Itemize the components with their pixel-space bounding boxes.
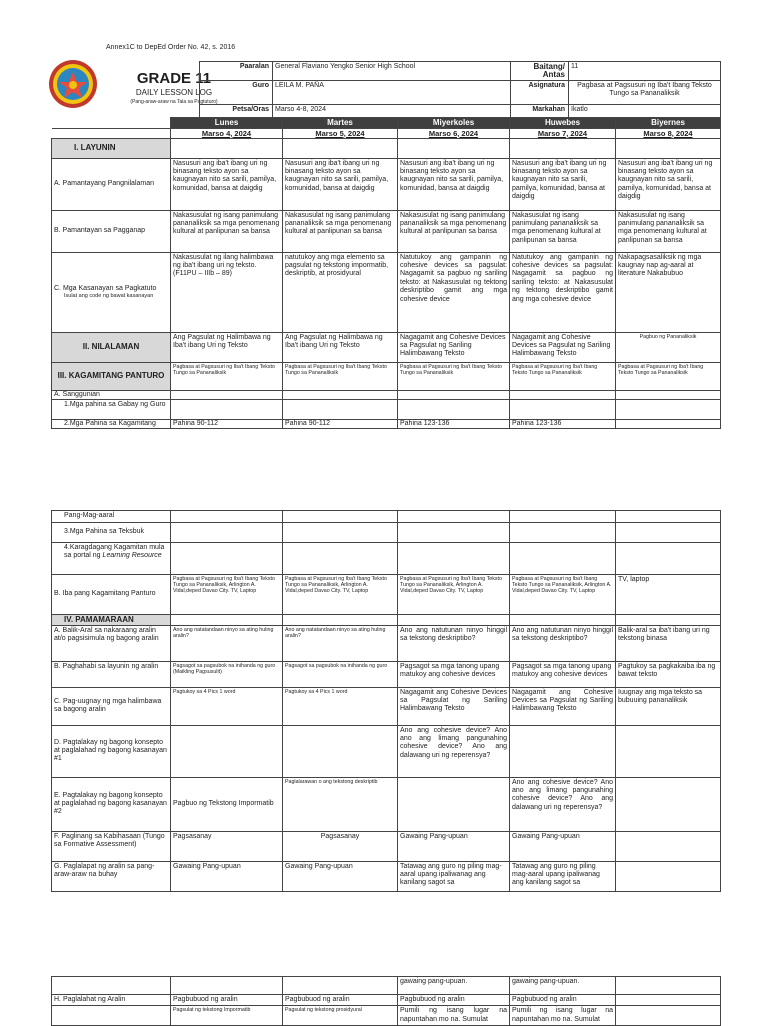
table-cell [283,977,398,995]
row-label: 2.Mga Pahina sa Kagamitang [52,419,171,428]
table-cell: Nakasusulat ng isang panimulang pananaliksik sa mga penomenang kultural at panlipunan sa bansa [283,210,398,252]
school-seal-logo [48,59,98,109]
table-cell: Tatawag ang guro ng piling mag-aaral upang ipaliwanag ang kanilang sagot sa [398,861,510,891]
row-label: B. Iba pang Kagamitang Panturo [52,575,171,615]
table-cell [510,725,616,777]
table-cell: Nagagamit ang Cohesive Devices sa Pagsulat ng Sariling Halimbawang Teksto [398,687,510,725]
table-cell: Pahina 123-136 [510,419,616,428]
table-cell: Pagsasanay [171,831,283,861]
date-header: Marso 4, 2024 [171,128,283,138]
row-label [52,252,171,332]
table-cell [398,777,510,831]
table-cell: Pagbubuod ng aralin [283,995,398,1006]
table-cell: Nasusuri ang iba't ibang uri ng binasang teksto ayon sa kaugnayan nito sa sarili, pamilya, komunidad, bansa at daigdig [398,158,510,210]
corner-cell [52,118,171,129]
table-cell: Nagagamit ang Cohesive Devices sa Pagsulat ng Sariling Halimbawang Teksto [398,332,510,362]
table-cell: Pagbasa at Pagsusuri ng Iba't Ibang Teksto Tungo sa Pananaliksik, Arlington A. Vidal,deped Davao City. TV, Laptop [171,575,283,615]
date-header: Marso 7, 2024 [510,128,616,138]
table-cell: Nasusuri ang iba't ibang uri ng binasang teksto ayon sa kaugnayan nito sa sarili, pamilya, komunidad, bansa at daigdig [510,158,616,210]
section-nilalaman: II. NILALAMAN [52,332,171,362]
table-cell: Nasusuri ang iba't ibang uri ng binasang teksto ayon sa kaugnayan nito sa sarili, pamilya, komunidad, bansa at daigdig [171,158,283,210]
table-cell [616,977,721,995]
row-label: F. Paglinang sa Kabihasaan (Tungo sa Formative Assessment) [52,831,171,861]
table-cell: Pahina 90-112 [283,419,398,428]
table-cell: Ano ang natutunan ninyo hinggil sa tekstong deskriptibo? [510,625,616,661]
table-cell: Nasusuri ang iba't ibang uri ng binasang teksto ayon sa kaugnayan nito sa sarili, pamilya, komunidad, bansa at daigdig [283,158,398,210]
table-cell [616,995,721,1006]
table-cell: Natutukoy ang gampanin ng cohesive devices sa pagsulat: Nagagamit sa pagbuo ng sariling teksto: at Nakasusulat ng tektong deskriptibo gamit ang mga cohesive device [510,252,616,332]
table-cell: Pagtukoy sa pagkakaiba iba ng bawat teksto [616,661,721,687]
table-cell: Nasusuri ang iba't ibang uri ng binasang teksto ayon sa kaugnayan nito sa sarili, pamilya, komunidad, bansa at daigdig [616,158,721,210]
dll-title: DAILY LESSON LOG [135,88,213,97]
table-cell: Nagagamit ang Cohesive Devices sa Pagsulat ng Sariling Halimbawang Teksto [510,332,616,362]
day-header: Biyernes [616,118,721,129]
table-cell: Nakapagsasaliksik ng mga kaugnay nap ag-aaral at literature Nakabubuo [616,252,721,332]
row-label: A. Pamantayang Pangnilalaman [52,158,171,210]
table-cell: Balik-aral sa iba't ibang uri ng tekstong binasa [616,625,721,661]
table-cell: Pagsagot sa mga tanong upang matukoy ang cohesive devices [510,661,616,687]
date-header: Marso 5, 2024 [283,128,398,138]
table-cell [616,725,721,777]
table-cell: Pagbasa at Pagsusuri ng Iba't Ibang Teksto Tungo sa Pananaliksik [283,362,398,390]
asignatura-value: Pagbasa at Pagsusuri ng Iba't Ibang Teksto Tungo sa Pananaliksik [569,81,721,105]
table-cell [616,777,721,831]
table-cell: Pagbuo ng Tekstong Impormatib [171,777,283,831]
markahan-label: Markahan [511,105,569,119]
table-cell: Ano ang cohesive device? Ano ano ang limang pangunahing cohesive device? Ano ang dalawang uri ng reperensya? [398,725,510,777]
row-label-note: Isulat ang code ng bawat kasanayan [64,292,154,299]
table-cell: Nakasusulat ng isang panimulang pananaliksik sa mga penomenang kultural at panlipunan sa bansa [510,210,616,252]
table-cell: Ang Pagsulat ng Halimbawa ng Iba't ibang Uri ng Teksto [171,332,283,362]
row-label: D. Pagtalakay ng bagong konsepto at paglalahad ng bagong kasanayan #1 [52,725,171,777]
row-label: H. Paglalahat ng Aralin [52,995,171,1006]
row-label-text: C. Mga Kasanayan sa Pagkatuto [54,284,157,292]
row-label: C. Pag-uugnay ng mga halimbawa sa bagong aralin [52,687,171,725]
table-cell [616,1006,721,1026]
table-cell: Nakasusulat ng ilang halimbawa ng iba't ibang uri ng teksto. (F11PU – IIIb – 89) [171,252,283,332]
table-cell [283,725,398,777]
table-cell: Ano ang natatandaan ninyo sa ating huling aralin? [283,625,398,661]
table-cell: Gawaing Pang-upuan [510,831,616,861]
table-cell: Pahina 123-136 [398,419,510,428]
table-cell: Pumili ng isang lugar na napuntahan mo na. Sumulat [398,1006,510,1026]
table-cell: Gawaing Pang-upuan [171,861,283,891]
table-cell: Pagbasa at Pagsusuri ng Iba't Ibang Teksto Tungo sa Pananaliksik, Arlington A. Vidal,deped Davao City. TV, Laptop [398,575,510,615]
lesson-table-page2 [51,510,720,892]
lesson-table-page3 [51,976,720,1026]
petsa-value: Marso 4-8, 2024 [273,105,511,119]
table-cell: Ano ang cohesive device? Ano ano ang limang pangunahing cohesive device? Ano ang dalawang uri ng reperensya? [510,777,616,831]
table-cell: Pagsagot sa pagsubok na inihanda ng guro [283,661,398,687]
row-label: Pang-Mag-aaral [52,511,171,523]
day-header: Huwebes [510,118,616,129]
table-cell: Tatawag ang guro ng piling mag-aaral upang ipaliwanag ang kanilang sagot sa [510,861,616,891]
row-label-italic: Learning Resource [102,552,162,560]
table-cell: Pagbubuod ng aralin [171,995,283,1006]
row-label-text: 4.Karagdagang Kagamitan mula sa portal ng [64,544,165,560]
row-label: 1.Mga pahina sa Gabay ng Guro [52,399,171,419]
guro-value: LEILA M. PAÑA [273,81,511,105]
petsa-label: Petsa/Oras [200,105,273,119]
row-label: B. Pamantayan sa Pagganap [52,210,171,252]
row-label: E. Pagtalakay ng bagong konsepto at paglalahad ng bagong kasanayan #2 [52,777,171,831]
baitang-label: Baitang/ Antas [511,62,569,81]
table-cell: gawaing pang-upuan. [510,977,616,995]
table-cell [616,861,721,891]
table-cell [171,725,283,777]
table-cell [171,977,283,995]
table-cell: Gawaing Pang-upuan [398,831,510,861]
table-cell: Pagsagot sa pagsubok na inihanda ng guro (Maikling Pagsusulit) [171,661,283,687]
table-cell: Ano ang natutunan ninyo hinggil sa tekstong deskriptibo? [398,625,510,661]
table-cell: Pagsulat ng tekstong prosidyural [283,1006,398,1026]
paaralan-value: General Flaviano Yengko Senior High School [273,62,511,81]
table-cell: Pagbasa at Pagsusuri ng Iba't Ibang Teksto Tungo sa Pananaliksik [616,362,721,390]
row-label: A. Sanggunian [52,390,171,399]
table-cell: Paglalarawan o ang tekstong deskriptib [283,777,398,831]
table-cell [616,419,721,428]
table-cell: Gawaing Pang-upuan [283,861,398,891]
row-label: G. Paglalapat ng aralin sa pang-araw-araw na buhay [52,861,171,891]
table-cell: Pagbuo ng Pananaliksik [616,332,721,362]
table-cell: Pagsulat ng tekstong Impormatib [171,1006,283,1026]
row-label [52,543,171,575]
table-cell [616,831,721,861]
table-cell: Pagbasa at Pagsusuri ng Iba't Ibang Teksto Tungo sa Pananaliksik, Arlington A. Vidal,deped Davao City. TV, Laptop [510,575,616,615]
lesson-table-page1 [51,117,720,429]
asignatura-label: Asignatura [511,81,569,105]
section-kagamitang: III. KAGAMITANG PANTURO [52,362,171,390]
table-cell: Pagbasa at Pagsusuri ng Iba't Ibang Teksto Tungo sa Pananaliksik [398,362,510,390]
baitang-value: 11 [569,62,721,81]
table-cell: Pagbasa at Pagsusuri ng Iba't Ibang Teksto Tungo sa Pananaliksik [510,362,616,390]
table-cell: natutukoy ang mga elemento sa pagsulat ng tekstong impormatib, deskriptib, at prosidyural [283,252,398,332]
table-cell: Nakasusulat ng isang panimulang pananaliksik sa mga penomenang kultural at panlipunan sa bansa [171,210,283,252]
date-header: Marso 6, 2024 [398,128,510,138]
markahan-value: Ikatlo [569,105,721,119]
grade-title: GRADE 11 [136,70,212,87]
header-block [199,61,720,119]
annex-reference: Annex1C to DepEd Order No. 42, s. 2016 [106,44,236,51]
day-header: Martes [283,118,398,129]
table-cell: Iuugnay ang mga teksto sa bubuuing pananaliksik [616,687,721,725]
table-cell: Pagbubuod ng aralin [398,995,510,1006]
section-pamamaraan: IV. PAMAMARAAN [52,615,171,626]
table-cell: Nagagamit ang Cohesive Devices sa Pagsulat ng Sariling Halimbawang Teksto [510,687,616,725]
day-header: Lunes [171,118,283,129]
table-cell: Natutukoy ang gampanin ng cohesive devices sa pagsulat: Nagagamit sa pagbuo ng sariling teksto: at Nakasusulat ng tektong deskriptibo gamit ang mga cohesive device [398,252,510,332]
table-cell: gawaing pang-upuan. [398,977,510,995]
row-label: B. Paghahabi sa layunin ng aralin [52,661,171,687]
table-cell: Nakasusulat ng isang panimulang pananaliksik sa mga penomenang kultural at panlipunan sa bansa [398,210,510,252]
table-cell: Pagtukoy sa 4 Pics 1 word [171,687,283,725]
table-cell: Pagbubuod ng aralin [510,995,616,1006]
paaralan-label: Paaralan [200,62,273,81]
table-cell: Pagtukoy sa 4 Pics 1 word [283,687,398,725]
table-cell: Pagsagot sa mga tanong upang matukoy ang cohesive devices [398,661,510,687]
table-cell: Nakasusulat ng isang panimulang pananaliksik sa mga penomenang kultural at panlipunan sa bansa [616,210,721,252]
table-cell: Pumili ng isang lugar na napuntahan mo na. Sumulat [510,1006,616,1026]
table-cell: Pagbasa at Pagsusuri ng Iba't Ibang Teksto Tungo sa Pananaliksik [171,362,283,390]
section-layunin: I. LAYUNIN [52,138,171,158]
table-cell: Pagsasanay [283,831,398,861]
row-label: 3.Mga Pahina sa Teksbuk [52,523,171,543]
table-cell: Ano ang natatandaan ninyo sa ating huling aralin? [171,625,283,661]
table-cell: Pagbasa at Pagsusuri ng Iba't Ibang Teksto Tungo sa Pananaliksik, Arlington A. Vidal,deped Davao City. TV, Laptop [283,575,398,615]
corner-cell [52,128,171,138]
table-cell: Pahina 90-112 [171,419,283,428]
dll-subtitle: (Pang-araw-araw na Tala sa Pagtuturo) [130,99,218,105]
day-header: Miyerkoles [398,118,510,129]
guro-label: Guro [200,81,273,105]
row-label: A. Balik-Aral sa nakaraang aralin at/o pagsisimula ng bagong aralin [52,625,171,661]
table-cell: TV, laptop [616,575,721,615]
date-header: Marso 8, 2024 [616,128,721,138]
table-cell: Ang Pagsulat ng Halimbawa ng Iba't ibang Uri ng Teksto [283,332,398,362]
